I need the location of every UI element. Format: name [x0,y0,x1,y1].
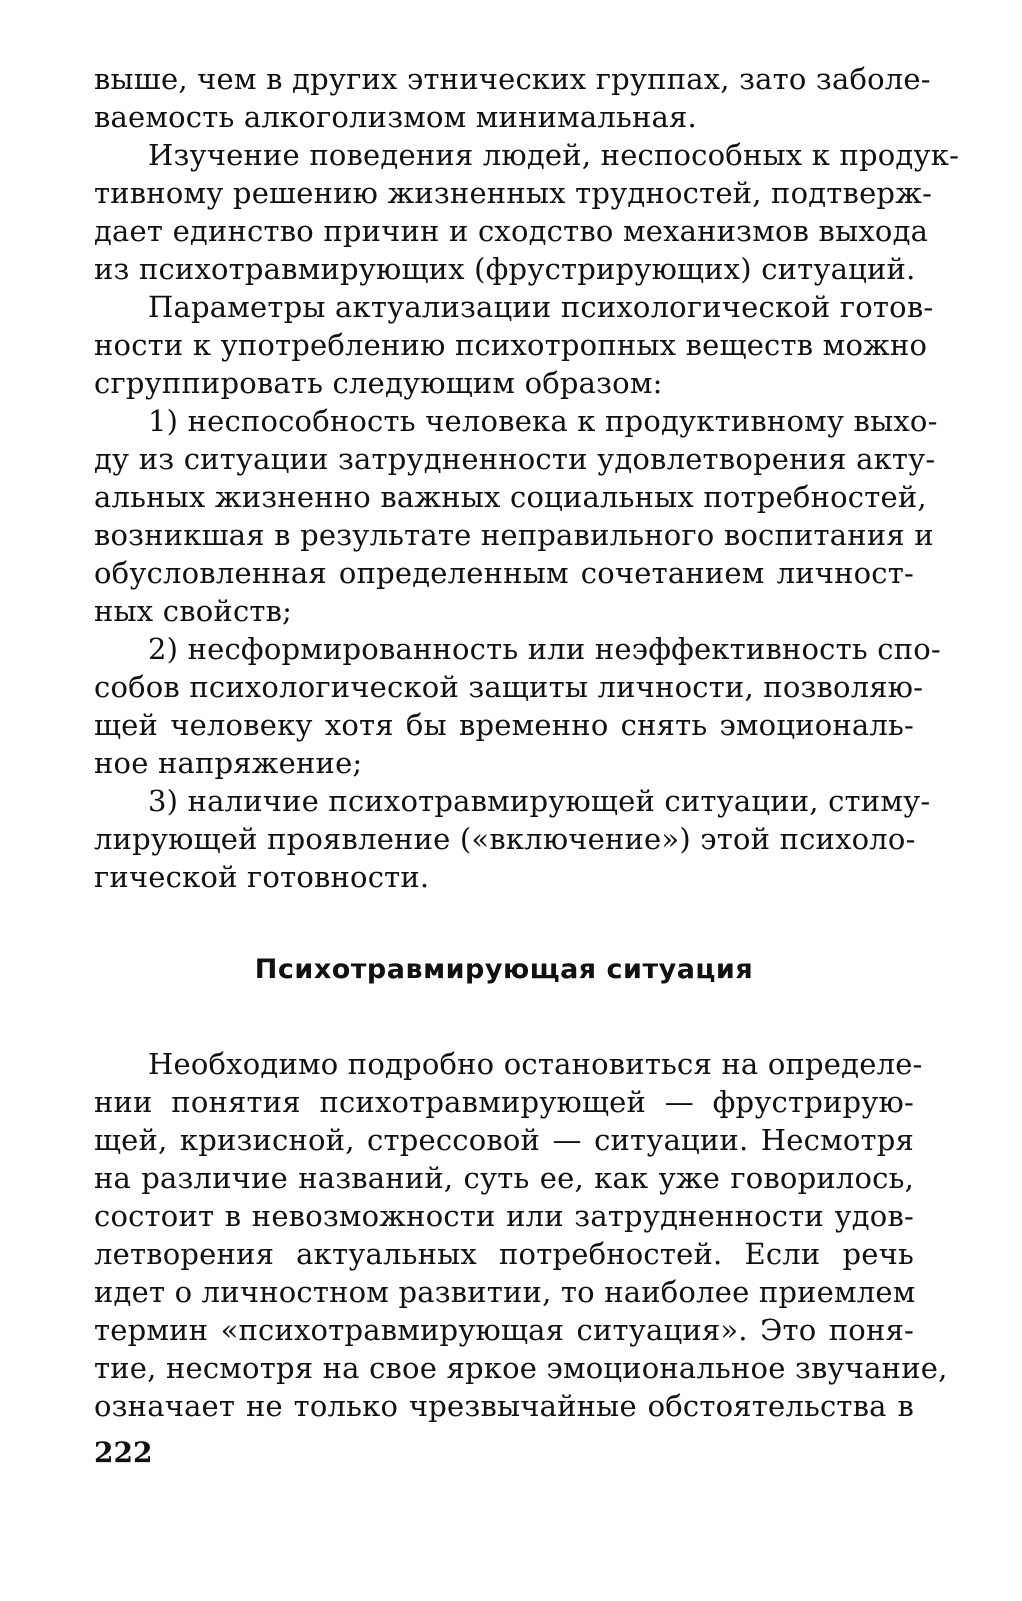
text-line: лирующей проявление («включение») этой психоло- [94,822,916,856]
text-line: альных жизненно важных социальных потребностей, [94,480,927,514]
text-line: на различие названий, суть ее, как уже говорилось, [94,1161,914,1195]
text-line: ных свойств; [94,594,293,628]
text-line: сгруппировать следующим образом: [94,366,663,400]
text-line: ное напряжение; [94,746,363,780]
text-line: щей, кризисной, стрессовой — ситуации. Несмотря [94,1123,914,1157]
text-line: обусловленная определенным сочетанием личност- [94,556,914,590]
text-line: выше, чем в других этнических группах, зато заболе- [94,62,931,96]
text-line: из психотравмирующих (фрустрирующих) ситуаций. [94,252,916,286]
text-line: летворения актуальных потребностей. Если речь [94,1237,914,1271]
text-line: Необходимо подробно остановиться на определе- [148,1047,923,1081]
text-line: тивному решению жизненных трудностей, подтверж- [94,176,933,210]
text-line: ваемость алкоголизмом минимальная. [94,100,697,134]
text-line: термин «психотравмирующая ситуация». Это поня- [94,1313,914,1347]
list-item-3: 3) наличие психотравмирующей ситуации, стиму- [148,784,931,818]
text-line: ности к употреблению психотропных веществ можно [94,328,928,362]
text-line: нии понятия психотравмирующей — фрустрирую- [94,1085,914,1119]
text-line: Изучение поведения людей, неспособных к продук- [148,138,960,172]
section-heading: Психотравмирующая ситуация [254,954,754,985]
page-text [94,60,960,1425]
text-line: идет о личностном развитии, то наиболее приемлем [94,1275,916,1309]
text-line: состоит в невозможности или затрудненности удов- [94,1199,914,1233]
text-line: щей человеку хотя бы временно снять эмоциональ- [94,708,914,742]
text-line: возникшая в результате неправильного воспитания и [94,518,934,552]
text-line: ду из ситуации затрудненности удовлетворения акту- [94,442,936,476]
text-line: дает единство причин и сходство механизмов выхода [94,214,929,248]
page-number: 222 [94,1436,153,1469]
text-line: Параметры актуализации психологической готов- [148,290,934,324]
text-line: собов психологической защиты личности, позволяю- [94,670,924,704]
list-item-2: 2) несформированность или неэффективность спо- [148,632,941,666]
text-line: тие, несмотря на свое яркое эмоциональное звучание, [94,1351,948,1385]
text-line: гической готовности. [94,860,430,894]
list-item-1: 1) неспособность человека к продуктивному выхо- [148,404,938,438]
text-line: означает не только чрезвычайные обстоятельства в [94,1389,914,1423]
